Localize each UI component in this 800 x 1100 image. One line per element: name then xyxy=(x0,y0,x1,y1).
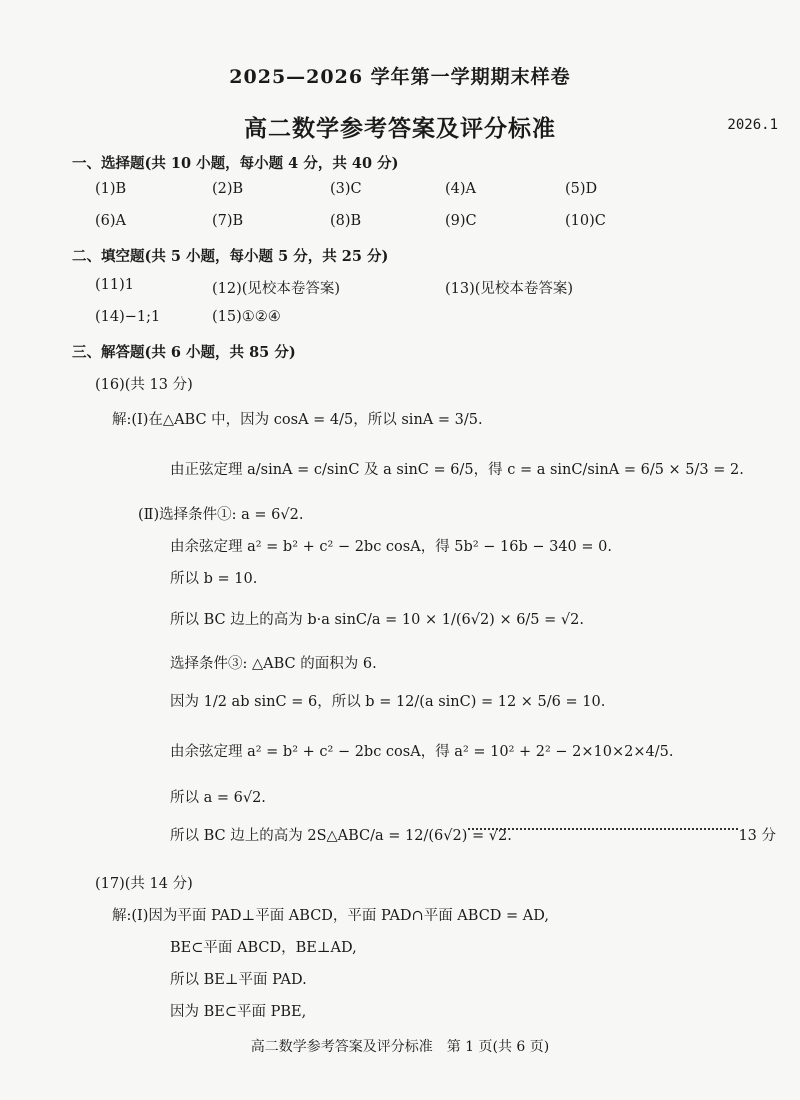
answer-9: (9)C xyxy=(445,213,477,229)
q17-line4: 因为 BE⊂平面 PBE, xyxy=(170,1004,307,1020)
answer-8: (8)B xyxy=(330,213,362,229)
answer-1: (1)B xyxy=(95,181,127,197)
q17-line1: 解:(Ⅰ)因为平面 PAD⊥平面 ABCD，平面 PAD∩平面 ABCD = AD, xyxy=(112,908,549,924)
q16-line1: 解:(Ⅰ)在△ABC 中，因为 cosA = 4/5，所以 sinA = 3/5. xyxy=(112,412,483,428)
q16-line2: 由正弦定理 a/sinA = c/sinC 及 a sinC = 6/5，得 c = a sinC/sinA = 6/5 × 5/3 = 2. xyxy=(170,462,744,478)
q16-line4: 由余弦定理 a² = b² + c² − 2bc cosA，得 5b² − 16b − 340 = 0. xyxy=(170,539,612,555)
answer-key-title: 高二数学参考答案及评分标准 xyxy=(244,115,556,142)
answer-3: (3)C xyxy=(330,181,362,197)
score-leader-dots xyxy=(458,824,748,840)
q16-line5: 所以 b = 10. xyxy=(170,571,258,587)
answer-13: (13)(见校本卷答案) xyxy=(445,281,574,297)
answer-11: (11)1 xyxy=(95,277,134,293)
date-label: 2026.1 xyxy=(727,117,778,133)
exam-title: 2025—2026 学年第一学期期末样卷 xyxy=(229,66,571,88)
q16-line6: 所以 BC 边上的高为 b·a sinC/a = 10 × 1/(6√2) × 6/5 = √2. xyxy=(170,612,584,628)
q17-line2: BE⊂平面 ABCD，BE⊥AD, xyxy=(170,940,357,956)
q16-line3: (Ⅱ)选择条件①: a = 6√2. xyxy=(138,507,304,523)
answer-10: (10)C xyxy=(565,213,606,229)
answer-14: (14)−1;1 xyxy=(95,309,161,325)
q17-line3: 所以 BE⊥平面 PAD. xyxy=(170,972,307,988)
answer-6: (6)A xyxy=(95,213,127,229)
answer-5: (5)D xyxy=(565,181,598,197)
q16-score: 13 分 xyxy=(738,828,776,844)
q16-line10: 所以 a = 6√2. xyxy=(170,790,266,806)
q16-line11: 所以 BC 边上的高为 2S△ABC/a = 12/(6√2) = √2. xyxy=(170,828,512,844)
q16-line9: 由余弦定理 a² = b² + c² − 2bc cosA，得 a² = 10² + 2² − 2×10×2×4/5. xyxy=(170,744,674,760)
answer-15: (15)①②④ xyxy=(212,309,281,325)
q16-line7: 选择条件③: △ABC 的面积为 6. xyxy=(170,656,377,672)
answer-12: (12)(见校本卷答案) xyxy=(212,281,341,297)
section2-heading: 二、填空题(共 5 小题，每小题 5 分，共 25 分) xyxy=(72,248,389,265)
section1-heading: 一、选择题(共 10 小题，每小题 4 分，共 40 分) xyxy=(72,155,399,172)
q16-line8: 因为 1/2 ab sinC = 6，所以 b = 12/(a sinC) = 12 × 5/6 = 10. xyxy=(170,694,606,710)
q17-heading: (17)(共 14 分) xyxy=(95,876,193,892)
answer-2: (2)B xyxy=(212,181,244,197)
q16-heading: (16)(共 13 分) xyxy=(95,377,193,393)
answer-7: (7)B xyxy=(212,213,244,229)
section3-heading: 三、解答题(共 6 小题，共 85 分) xyxy=(72,344,296,361)
page-footer: 高二数学参考答案及评分标准 第 1 页(共 6 页) xyxy=(250,1039,550,1055)
answer-4: (4)A xyxy=(445,181,477,197)
